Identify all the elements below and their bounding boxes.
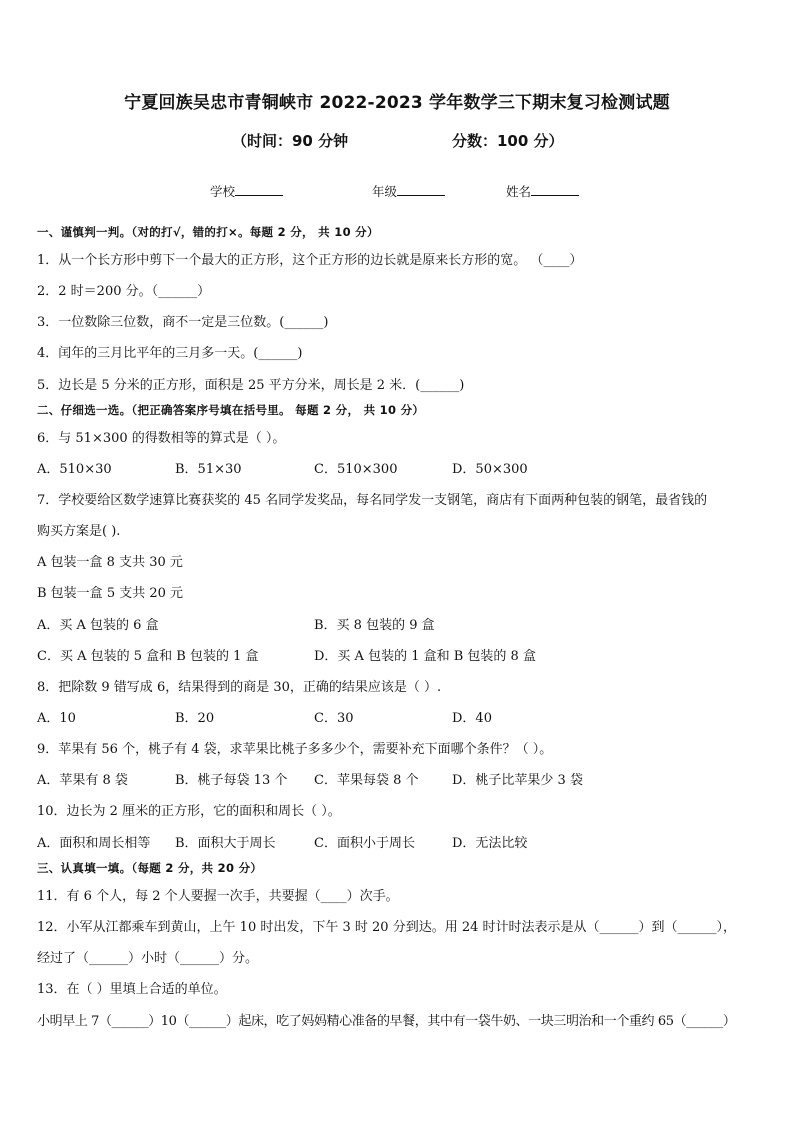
question-6: 6．与 51×300 的得数相等的算式是（ ）。 [37, 431, 286, 446]
q8-option-b: B．20 [175, 711, 215, 726]
q10-option-d: D．无法比较 [452, 836, 528, 851]
q9-option-d: D．桃子比苹果少 3 袋 [452, 773, 583, 788]
name-blank [531, 183, 579, 196]
q7-option-a: A．买 A 包装的 6 盒 [37, 618, 159, 633]
question-3: 3．一位数除三位数，商不一定是三位数。(______) [37, 315, 329, 330]
question-4: 4．闰年的三月比平年的三月多一天。(______) [37, 346, 303, 361]
question-7-line-2: 购买方案是( ). [37, 524, 121, 539]
q7-package-a: A 包装一盒 8 支共 30 元 [37, 555, 183, 570]
q8-option-d: D．40 [452, 711, 492, 726]
q10-option-b: B．面积大于周长 [175, 836, 276, 851]
q9-option-a: A．苹果有 8 袋 [37, 773, 128, 788]
question-2: 2．2 时＝200 分。（______） [37, 284, 211, 299]
grade-label: 年级 [372, 184, 398, 199]
section-heading-choose: 二、仔细选一选。（把正确答案序号填在括号里。 每题 2 分， 共 10 分） [37, 403, 425, 417]
q9-option-b: B．桃子每袋 13 个 [175, 773, 288, 788]
q6-option-c: C．510×300 [314, 462, 398, 477]
q7-option-c: C．买 A 包装的 5 盒和 B 包装的 1 盒 [37, 649, 259, 664]
school-label: 学校 [210, 184, 236, 199]
q8-option-a: A．10 [37, 711, 76, 726]
q7-option-d: D．买 A 包装的 1 盒和 B 包装的 8 盒 [314, 649, 536, 664]
question-12-line-1: 12．小军从江都乘车到黄山，上午 10 时出发，下午 3 时 20 分到达。用 24 时计时法表示是从（______）到（______）， [37, 920, 736, 935]
question-11: 11．有 6 个人，每 2 个人要握一次手，共要握（____）次手。 [37, 889, 399, 904]
q7-option-b: B．买 8 包装的 9 盒 [314, 618, 435, 633]
school-field [210, 182, 283, 200]
q7-package-b: B 包装一盒 5 支共 20 元 [37, 586, 184, 601]
exam-time: （时间：90 分钟 [232, 132, 349, 150]
question-5: 5．边长是 5 分米的正方形，面积是 25 平方分米，周长是 2 米．(______) [37, 378, 465, 393]
question-13-line-2: 小明早上 7（______）10（______）起床，吃了妈妈精心准备的早餐，其中有一袋牛奶、一块三明治和一个重约 65（______） [37, 1014, 736, 1029]
school-blank [235, 183, 283, 196]
q6-option-b: B．51×30 [175, 462, 242, 477]
name-label: 姓名 [506, 184, 532, 199]
question-10: 10．边长为 2 厘米的正方形，它的面积和周长（ ）。 [37, 804, 341, 819]
q10-option-a: A．面积和周长相等 [37, 836, 151, 851]
q9-option-c: C．苹果每袋 8 个 [314, 773, 419, 788]
q10-option-c: C．面积小于周长 [314, 836, 415, 851]
grade-blank [397, 183, 445, 196]
q6-option-d: D．50×300 [452, 462, 528, 477]
question-8: 8．把除数 9 错写成 6，结果得到的商是 30，正确的结果应该是（ ）. [37, 680, 442, 695]
question-1: 1．从一个长方形中剪下一个最大的正方形，这个正方形的边长就是原来长方形的宽。 （____） [37, 253, 583, 268]
section-heading-judge: 一、谨慎判一判。（对的打√，错的打×。每题 2 分， 共 10 分） [37, 225, 379, 239]
question-9: 9．苹果有 56 个，桃子有 4 袋，求苹果比桃子多多少个，需要补充下面哪个条件？（ ）。 [37, 742, 553, 757]
grade-field [372, 182, 445, 200]
q6-option-a: A．510×30 [37, 462, 112, 477]
question-13: 13．在（ ）里填上合适的单位。 [37, 982, 227, 997]
q8-option-c: C．30 [314, 711, 354, 726]
question-7-line-1: 7．学校要给区数学速算比赛获奖的 45 名同学发奖品，每名同学发一支钢笔，商店有下面两种包装的钢笔，最省钱的 [37, 493, 708, 508]
exam-score: 分数：100 分） [452, 132, 564, 150]
question-12-line-2: 经过了（______）小时（______）分。 [37, 951, 259, 966]
section-heading-fill: 三、认真填一填。（每题 2 分，共 20 分） [37, 861, 263, 875]
name-field [506, 182, 579, 200]
exam-title: 宁夏回族吴忠市青铜峡市 2022-2023 学年数学三下期末复习检测试题 [124, 93, 670, 113]
